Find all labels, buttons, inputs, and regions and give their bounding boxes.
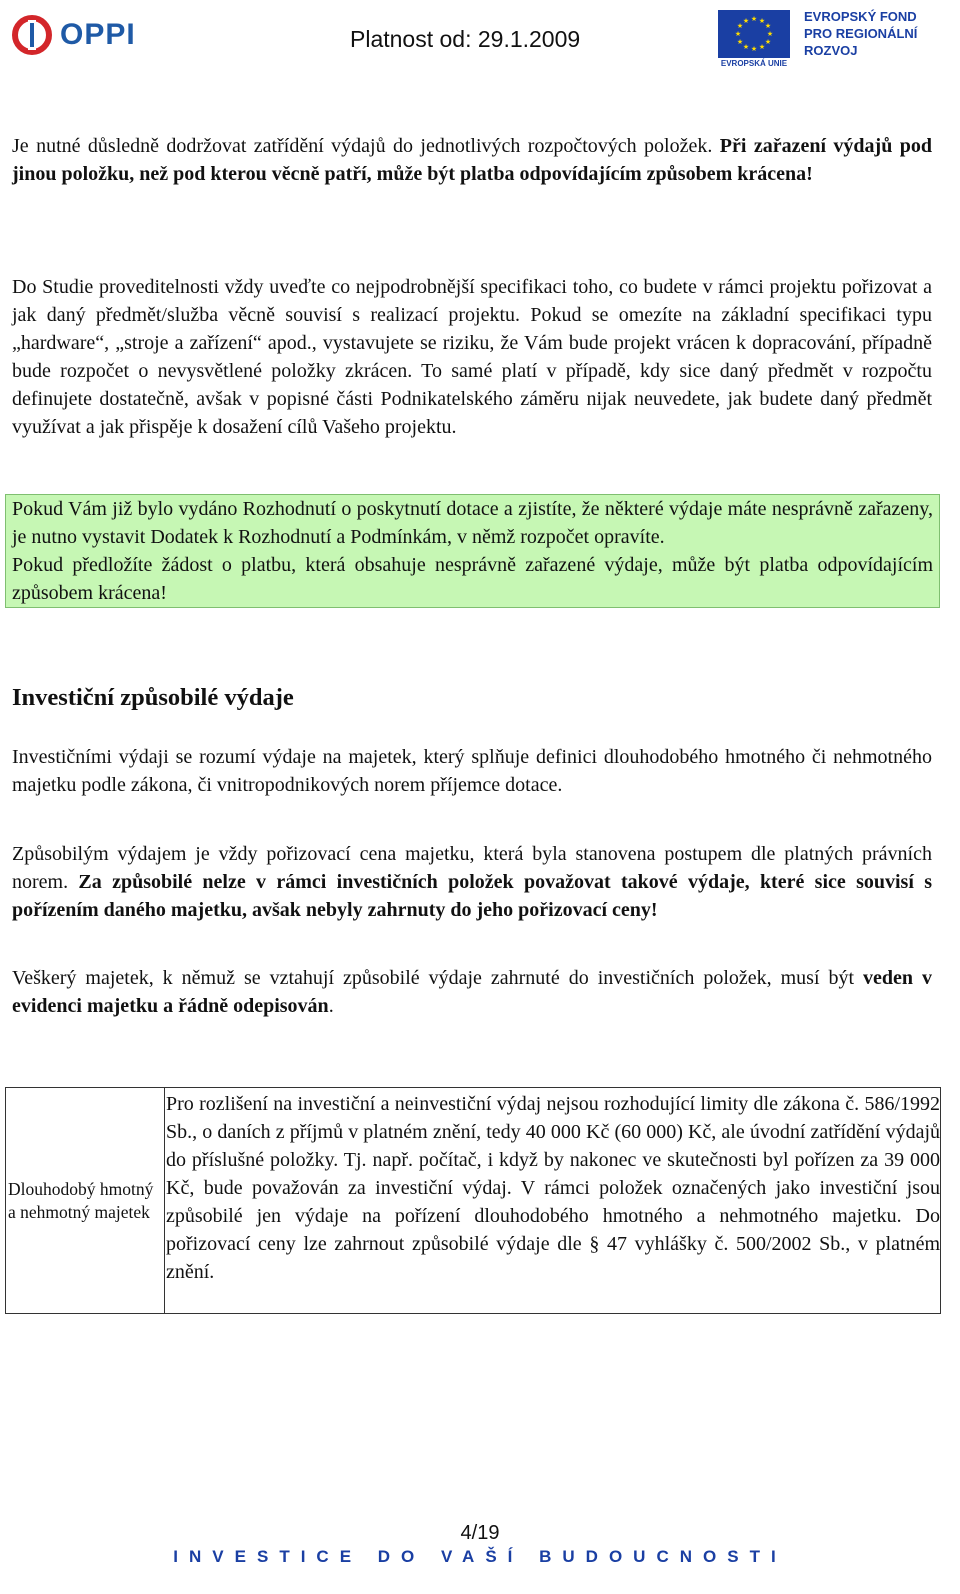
warning-box-text-1: Pokud Vám již bylo vydáno Rozhodnutí o poskytnutí dotace a zjistíte, že některé výdaje máte nesprávně zařazeny, je nutno vystavit Dodatek k Rozhodnutí a Podmínkám, v němž rozpočet opravíte. [12, 498, 933, 548]
svg-text:★: ★ [764, 38, 772, 46]
intro-p1-bold: Při zařazení výdajů pod jinou položku, než pod kterou věcně patří, může být platba odpovídajícím způsobem krácena! [12, 135, 932, 185]
section-paragraph-3 [12, 964, 932, 1020]
oppi-logo-icon [12, 14, 54, 56]
svg-text:★: ★ [734, 30, 742, 38]
validity-date: Platnost od: 29.1.2009 [350, 26, 581, 52]
table-text-cell: Pro rozlišení na investiční a neinvestiční výdaj nejsou rozhodující limity dle zákona č. 586/1992 Sb., o daních z příjmů v platném znění, tedy 40 000 Kč (60 000) Kč, ale úvodní zatřídění výdajů do příslušné položky. Tj. např. počítač, i když by nakonec ve skutečnosti byl pořízen za 39 000 Kč, bude považován za investiční výdaj. V rámci položek označených jako investiční jsou způsobilé jen výdaje na pořízení dlouhodobého hmotného a nehmotného majetku. Do pořizovací ceny lze zahrnout způsobilé výdaje dle § 47 vyhlášky č. 500/2002 Sb., v platném znění. [166, 1093, 940, 1283]
section-p2-text: Způsobilým výdajem je vždy pořizovací cena majetku, která byla stanovena postupem dle platných právních norem. [12, 843, 932, 893]
warning-box-text-2: Pokud předložíte žádost o platbu, která obsahuje nesprávně zařazené výdaje, může být platba odpovídajícím způsobem krácena! [12, 554, 933, 604]
section-heading: Investiční způsobilé výdaje [12, 684, 294, 711]
eu-label: EVROPSKÁ UNIE [720, 59, 788, 68]
eu-fund-line: ROZVOJ [804, 43, 858, 58]
section-p3-end: . [328, 995, 334, 1017]
section-paragraph-1: Investičními výdaji se rozumí výdaje na majetek, který splňuje definici dlouhodobého hmotného či nehmotného majetku podle zákona, či vnitropodnikových norem příjemce dotace. [12, 746, 932, 796]
eu-fund-line: EVROPSKÝ FOND [804, 9, 917, 24]
eu-fund-line: PRO REGIONÁLNÍ [804, 26, 918, 41]
info-table [5, 1087, 941, 1314]
svg-text:★: ★ [742, 17, 750, 25]
svg-text:★: ★ [750, 15, 758, 23]
page-number: 4/19 [460, 1522, 500, 1544]
warning-box [5, 494, 940, 608]
svg-text:★: ★ [750, 45, 758, 53]
footer-slogan: INVESTICE DO VAŠÍ BUDOUCNOSTI [173, 1547, 787, 1566]
svg-text:★: ★ [758, 43, 766, 51]
section-p3-text: Veškerý majetek, k němuž se vztahují způsobilé výdaje zahrnuté do investičních položek, musí být [12, 967, 864, 989]
intro-paragraph-2: Do Studie proveditelnosti vždy uveďte co nejpodrobnější specifikaci toho, co budete v rámci projektu pořizovat a jak daný předmět/služba věcně souvisí s realizací projektu. Pokud se omezíte na základní specifikaci typu „hardware“, „stroje a zařízení“ apod., vystavujete se riziku, že Vám bude projekt vrácen k dopracování, případně bude rozpočet o nevysvětlené položky zkrácen. To samé platí v případě, kdy sice daný předmět v rozpočtu definujete dostatečně, avšak v popisné části Podnikatelského záměru nijak neuvedete, jak budete daný předmět využívat a jak přispěje k dosažení cílů Vašeho projektu. [12, 276, 932, 438]
eu-fund-title [804, 8, 917, 59]
svg-text:★: ★ [742, 43, 750, 51]
intro-paragraph-1 [12, 132, 932, 188]
section-p3-bold: veden v evidenci majetku a řádně odepisován [12, 967, 932, 1017]
eu-flag-icon [718, 10, 790, 58]
section-p2-bold: Za způsobilé nelze v rámci investičních položek považovat takové výdaje, které sice souvisí s pořízením daného majetku, avšak nebyly zahrnuty do jeho pořizovací ceny! [12, 871, 932, 921]
oppi-logo [12, 14, 136, 56]
svg-text:★: ★ [766, 30, 774, 38]
svg-text:★: ★ [764, 22, 772, 30]
svg-text:★: ★ [758, 17, 766, 25]
oppi-logo-text: OPPI [60, 18, 136, 51]
section-paragraph-2 [12, 840, 932, 924]
table-label-cell [6, 1088, 165, 1313]
svg-text:★: ★ [736, 22, 744, 30]
svg-text:★: ★ [736, 38, 744, 46]
intro-p1-text: Je nutné důsledně dodržovat zatřídění výdajů do jednotlivých rozpočtových položek. [12, 135, 720, 157]
table-label: Dlouhodobý hmotný a nehmotný majetek [8, 1178, 154, 1222]
